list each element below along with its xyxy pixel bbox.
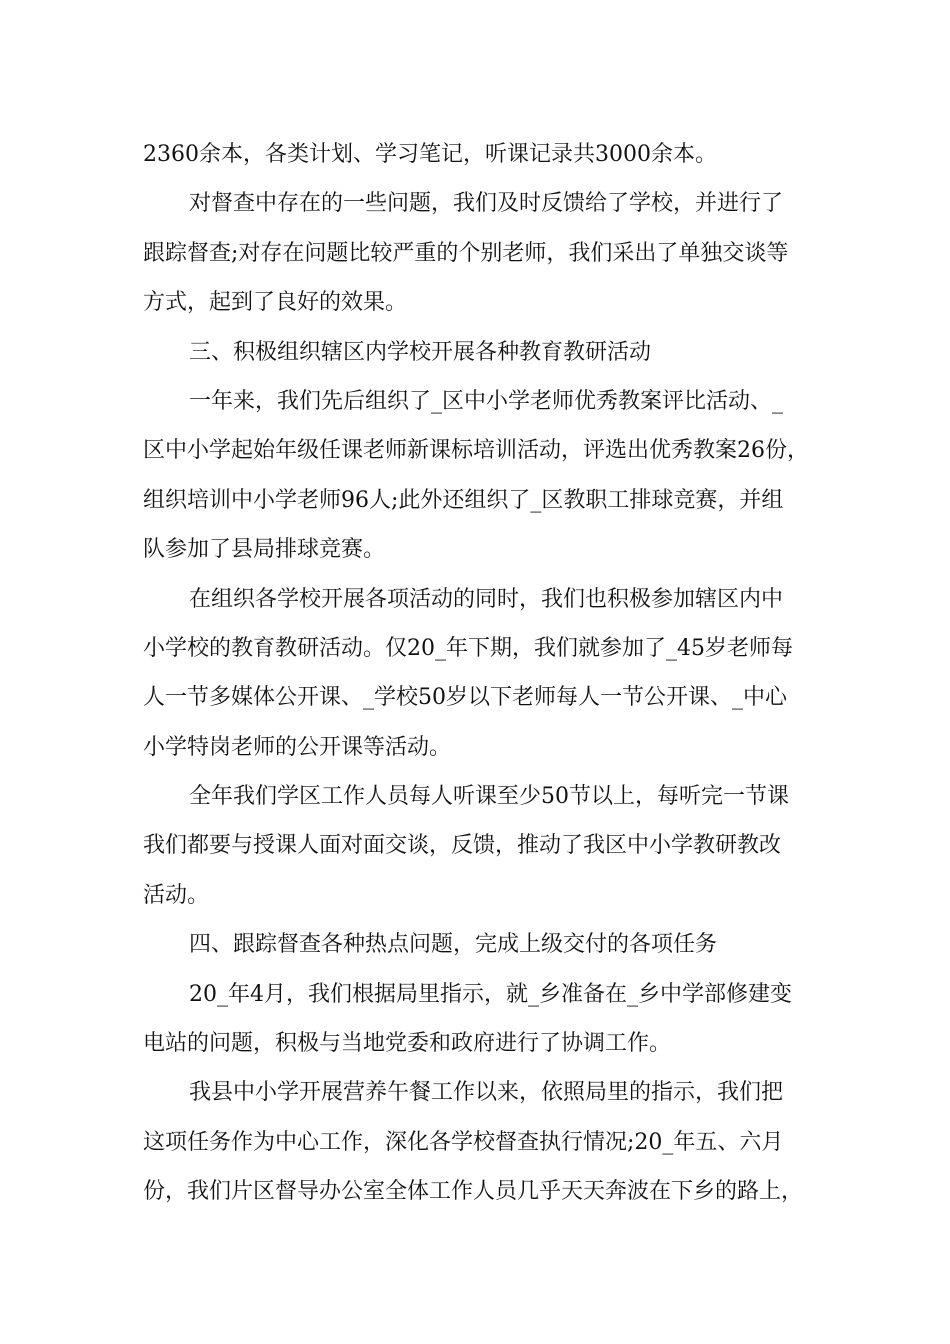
text-line: 对督查中存在的一些问题，我们及时反馈给了学校，并进行了 — [189, 191, 784, 217]
text-line: 区中小学起始年级任课老师新课标培训活动，评选出优秀教案26份， — [143, 438, 809, 464]
document-body — [143, 130, 823, 1217]
text-line: 四、跟踪督查各种热点问题，完成上级交付的各项任务 — [189, 932, 718, 958]
text-line: 全年我们学区工作人员每人听课至少50节以上，每听完一节课 — [189, 784, 789, 810]
text-line: 份，我们片区督导办公室全体工作人员几乎天天奔波在下乡的路上， — [143, 1179, 804, 1205]
text-line: 小学特岗老师的公开课等活动。 — [143, 734, 452, 760]
text-line: 跟踪督查;对存在问题比较严重的个别老师，我们采出了单独交谈等 — [143, 240, 789, 266]
text-line: 队参加了县局排球竞赛。 — [143, 537, 386, 563]
text-line: 组织培训中小学老师96人;此外还组织了_区教职工排球竞赛，并组 — [143, 487, 784, 513]
text-line: 方式，起到了良好的效果。 — [143, 290, 408, 316]
text-line: 我们都要与授课人面对面交谈，反馈，推动了我区中小学教研教改 — [143, 833, 782, 859]
text-line: 小学校的教育教研活动。仅20_年下期，我们就参加了_45岁老师每 — [143, 635, 793, 661]
text-line: 活动。 — [143, 882, 210, 908]
text-line: 这项任务作为中心工作，深化各学校督查执行情况;20_年五、六月 — [143, 1129, 784, 1155]
text-line: 人一节多媒体公开课、_学校50岁以下老师每人一节公开课、_中心 — [143, 685, 787, 711]
text-line: 20_年4月，我们根据局里指示，就_乡准备在_乡中学部修建变 — [189, 981, 792, 1007]
text-line: 三、积极组织辖区内学校开展各种教育教研活动 — [189, 339, 652, 365]
text-line: 我县中小学开展营养午餐工作以来，依照局里的指示，我们把 — [189, 1080, 784, 1106]
text-line: 一年来，我们先后组织了_区中小学老师优秀教案评比活动、_ — [189, 388, 784, 414]
text-line: 电站的问题，积极与当地党委和政府进行了协调工作。 — [143, 1031, 672, 1057]
text-line: 在组织各学校开展各项活动的同时，我们也积极参加辖区内中 — [189, 586, 784, 612]
text-line: 2360余本，各类计划、学习笔记，听课记录共3000余本。 — [143, 142, 717, 167]
